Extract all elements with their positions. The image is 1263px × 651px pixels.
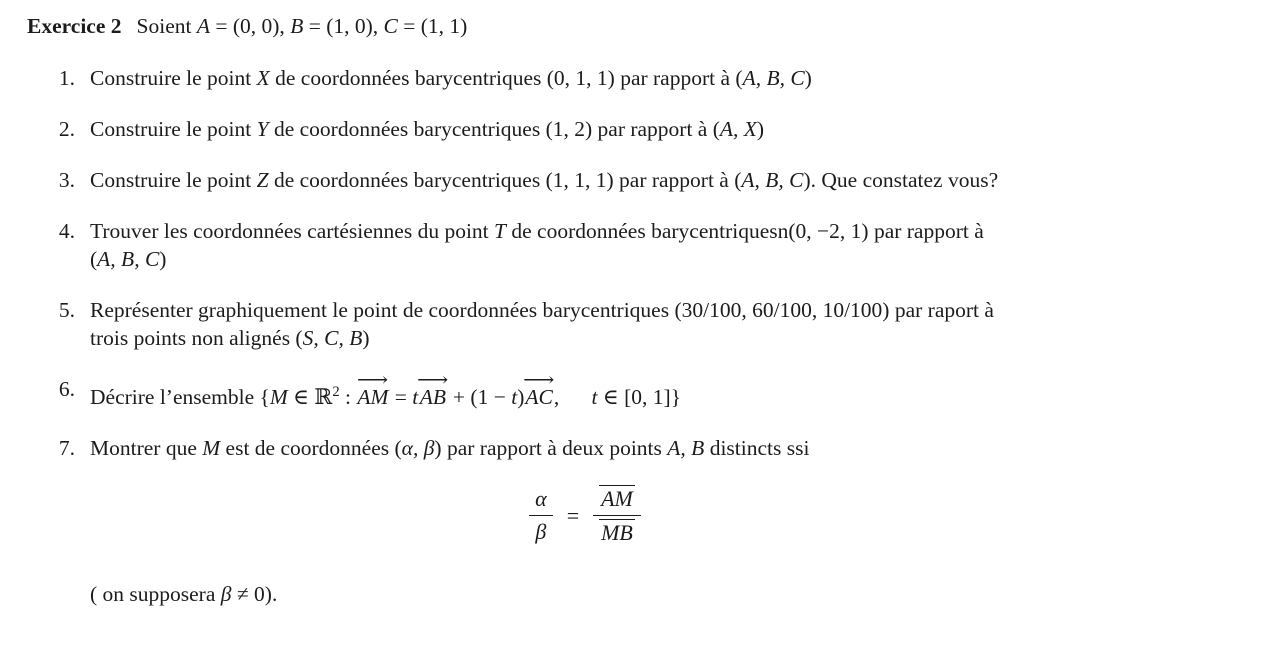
math-var: AM: [357, 385, 389, 409]
exercise-title: [27, 12, 1183, 40]
text-run: :: [339, 385, 357, 409]
footnote: [27, 580, 1183, 608]
item-text: [75, 217, 984, 273]
item-number: 1.: [58, 66, 75, 90]
math-var: A, B, C: [742, 66, 805, 90]
text-run: de coordonnées barycentriques (1, 2) par rapport à (: [268, 117, 720, 141]
text-run: = (0, 0),: [209, 14, 291, 38]
text-run: Construire le point: [90, 117, 257, 141]
math-var: t: [412, 385, 419, 409]
text-run: distincts ssi: [704, 436, 810, 460]
text-run: de coordonnées barycentriques (0, 1, 1) par rapport à (: [269, 66, 743, 90]
text-run: ). Que constatez vous?: [803, 168, 999, 192]
item-number: 7.: [58, 436, 75, 460]
list-item-1: [27, 64, 1183, 92]
text-run: de coordonnées barycentriques (1, 1, 1) par rapport à (: [268, 168, 742, 192]
item-text: [75, 115, 764, 143]
math-var: α, β: [401, 436, 435, 460]
math-var: A, B, C: [97, 247, 160, 271]
item-number: 2.: [58, 117, 75, 141]
text-run: de coordonnées barycentriquesn(0, −2, 1) par rapport à: [506, 219, 984, 243]
math-var: AC: [525, 385, 553, 409]
fraction-denominator: [593, 516, 641, 546]
superscript: 2: [332, 383, 340, 400]
math-var: t: [591, 385, 598, 409]
math-var: S, C, B: [302, 326, 363, 350]
item-number: 3.: [58, 168, 75, 192]
math-var: A, B: [667, 436, 705, 460]
text-run: = (1, 0),: [303, 14, 384, 38]
item-line: [90, 245, 984, 273]
item-number: 6.: [58, 377, 75, 401]
list-item-2: [27, 115, 1183, 143]
item-line: [90, 217, 984, 245]
math-var: B: [290, 14, 304, 38]
math-var: M: [269, 385, 288, 409]
text-run: Construire le point: [90, 66, 257, 90]
text-run: ,: [553, 385, 592, 409]
text-run: ): [362, 326, 370, 350]
text-run: = (1, 1): [397, 14, 468, 38]
item-text: [75, 370, 682, 411]
text-run: =: [389, 385, 413, 409]
math-var: A, B, C: [741, 168, 804, 192]
text-run: Décrire l’ensemble {: [90, 385, 270, 409]
list-item-6: [27, 370, 1183, 411]
text-run: (: [90, 247, 98, 271]
fraction-numerator: [593, 485, 641, 516]
math-var: Y: [256, 117, 269, 141]
displayed-formula: [27, 485, 1143, 546]
text-run: ): [159, 247, 167, 271]
text-run: ): [756, 117, 765, 141]
item-line: [90, 296, 994, 324]
item-number: 5.: [58, 298, 75, 322]
text-run: ) par rapport à deux points: [434, 436, 668, 460]
fraction-AM-MB: [593, 485, 641, 546]
list-item-7: [27, 434, 1183, 462]
text-run: est de coordonnées (: [220, 436, 402, 460]
vector-AC: [523, 370, 555, 409]
math-var: A, X: [719, 117, 757, 141]
item-text: [75, 434, 809, 462]
item-line: [90, 324, 994, 352]
list-item-3: [27, 166, 1183, 194]
vector-arrow-icon: ⟶: [417, 370, 449, 391]
text-run: Représenter graphiquement le point de coordonnées barycentriques (30/100, 60/100, 10/100) par raport à: [90, 298, 994, 322]
item-text: [75, 64, 812, 92]
exercise-number-label: Exercice 2: [27, 14, 122, 38]
vector-arrow-icon: ⟶: [523, 370, 555, 391]
vector-arrow-icon: ⟶: [357, 370, 389, 391]
item-text: [75, 166, 998, 194]
math-var: M: [202, 436, 221, 460]
item-number: 4.: [58, 219, 75, 243]
text-run: ( on supposera: [90, 582, 221, 606]
text-run: + (1 −: [447, 385, 512, 409]
overline-AM: AM: [601, 486, 633, 511]
text-run: Montrer que: [90, 436, 203, 460]
text-run: ): [517, 385, 525, 409]
vector-AM: [357, 370, 389, 409]
text-run: ≠ 0).: [231, 582, 278, 606]
equals-sign: =: [566, 502, 580, 528]
text-run: ∈ ℝ: [287, 385, 333, 409]
fraction-denominator: β: [535, 519, 547, 544]
list-item-4: [27, 217, 1183, 273]
overline-MB: MB: [601, 520, 633, 545]
math-var: t: [511, 385, 518, 409]
item-text: [75, 296, 994, 352]
math-var: Z: [256, 168, 269, 192]
math-var: β: [220, 582, 232, 606]
math-var: AB: [419, 385, 447, 409]
math-var: A: [196, 14, 210, 38]
text-run: ∈ [0, 1]}: [597, 385, 682, 409]
text-run: Trouver les coordonnées cartésiennes du point: [90, 219, 495, 243]
math-var: X: [256, 66, 270, 90]
math-var: C: [383, 14, 398, 38]
text-run: trois points non alignés (: [90, 326, 303, 350]
fraction-numerator: α: [529, 486, 553, 516]
math-var: T: [494, 219, 506, 243]
vector-AB: [417, 370, 449, 409]
text-run: Construire le point: [90, 168, 257, 192]
text-run: ): [804, 66, 812, 90]
text-run: Soient: [136, 14, 197, 38]
list-item-5: [27, 296, 1183, 352]
fraction-alpha-beta: [529, 486, 553, 545]
